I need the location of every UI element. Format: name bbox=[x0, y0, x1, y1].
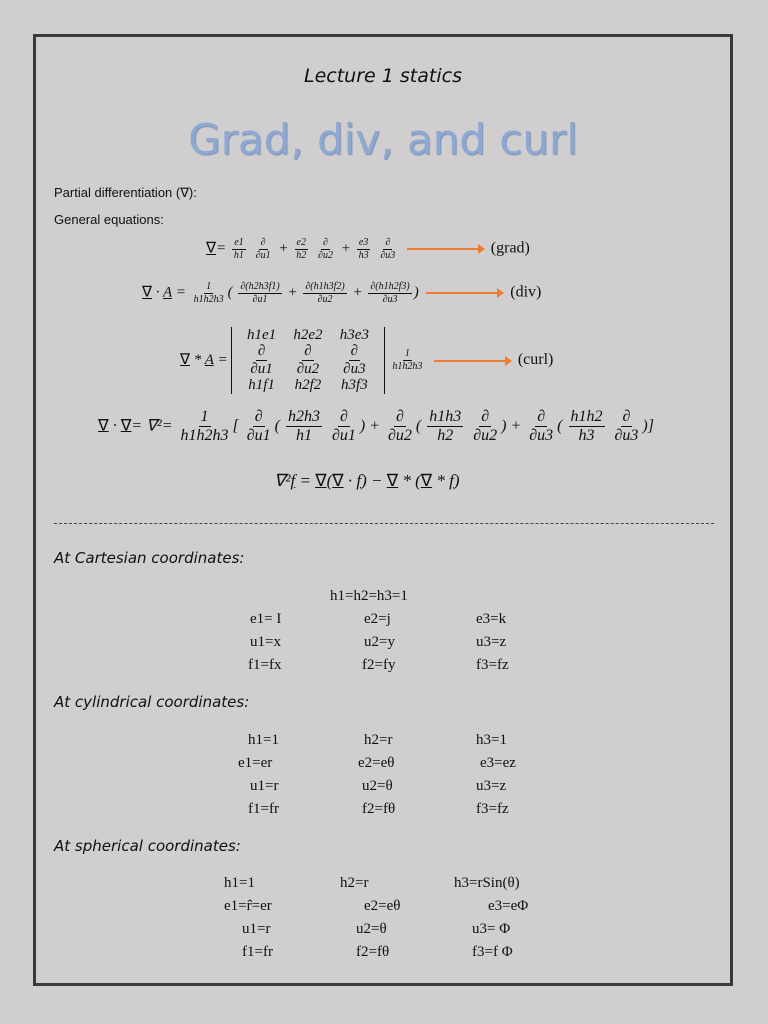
div-equation: ∇ · A = $\frac{1}{h1h2h3}$ ( $\frac{\partial(h2h3f1)}{\partial u1}$ + $\frac{\partial(h1h3f2)}{\partial u2}$ + $\frac{\partial(h1h2f3)}{\partial u3}$ ) (div) bbox=[142, 281, 542, 305]
cartesian-cell: u1=x bbox=[250, 634, 281, 650]
arrow-icon bbox=[434, 360, 510, 362]
document-page bbox=[33, 34, 733, 986]
cylindrical-cell: u1=r bbox=[250, 778, 279, 794]
partial-differentiation-text: Partial differentiation (∇): bbox=[54, 185, 197, 200]
cylindrical-cell: u3=z bbox=[476, 778, 507, 794]
spherical-cell: h2=r bbox=[340, 875, 369, 891]
cartesian-cell: e1= I bbox=[250, 611, 282, 627]
spherical-cell: e3=eΦ bbox=[488, 898, 529, 914]
lecture-heading: Lecture 1 statics bbox=[304, 65, 462, 87]
cartesian-h: h1=h2=h3=1 bbox=[330, 588, 408, 604]
grad-label: (grad) bbox=[490, 239, 530, 257]
spherical-cell: u3= Φ bbox=[472, 921, 511, 937]
spherical-heading: At spherical coordinates: bbox=[54, 837, 241, 855]
cylindrical-cell: h3=1 bbox=[476, 732, 507, 748]
laplacian-equation: ∇ · ∇= ∇²= $\frac{1}{h1h2h3}$ [ $\frac{\partial}{\partial u1}$ ( $\frac{h2h3}{h1}$ $\frac{\partial}{\partial u1}$ ) + $\frac{\partial}{\partial u2}$ ( $\frac{h1h3}{h2}$ $\frac{\partial}{\partial u2}$ ) + $\frac{\partial}{\partial u3}$ ( $\frac{h1h2}{h3}$ $\frac{\partial}{\partial u3}$ )] bbox=[98, 408, 654, 444]
general-equations-text: General equations: bbox=[54, 212, 164, 227]
cylindrical-cell: f3=fz bbox=[476, 801, 509, 817]
cartesian-cell: u3=z bbox=[476, 634, 507, 650]
spherical-cell: u1=r bbox=[242, 921, 271, 937]
arrow-icon bbox=[426, 292, 502, 294]
cylindrical-cell: f2=fθ bbox=[362, 801, 396, 817]
cartesian-cell: e2=j bbox=[364, 611, 391, 627]
spherical-cell: f1=fr bbox=[242, 944, 273, 960]
cylindrical-cell: e1=er bbox=[238, 755, 273, 771]
cartesian-heading: At Cartesian coordinates: bbox=[54, 549, 245, 567]
cylindrical-cell: e2=eθ bbox=[358, 755, 395, 771]
grad-equation: ∇= $\frac{e1}{h1}$ $\frac{\partial}{\partial u1}$ + $\frac{e2}{h2}$ $\frac{\partial}{\partial u2}$ + $\frac{e3}{h3}$ $\frac{\partial}{\partial u3}$ (grad) bbox=[206, 237, 530, 261]
spherical-cell: f2=fθ bbox=[356, 944, 390, 960]
curl-label: (curl) bbox=[517, 351, 554, 369]
cylindrical-cell: h1=1 bbox=[248, 732, 279, 748]
cartesian-cell: u2=y bbox=[364, 634, 395, 650]
page-title: Grad, div, and curl bbox=[188, 115, 578, 164]
cylindrical-cell: h2=r bbox=[364, 732, 393, 748]
spherical-cell: f3=f Φ bbox=[472, 944, 513, 960]
arrow-icon bbox=[407, 248, 483, 250]
cartesian-cell: f3=fz bbox=[476, 657, 509, 673]
cartesian-cell: f2=fy bbox=[362, 657, 396, 673]
cylindrical-cell: u2=θ bbox=[362, 778, 393, 794]
curl-equation: ∇ * A = h1e1 h2e2 h3e3 $\frac{\partial}{\partial u1}$ $\frac{\partial}{\partial u2}$ $\frac{\partial}{\partial u3}$ h1f1 h2f2 h3f3 $\frac{1}{h1h2h3}$ (curl) bbox=[180, 327, 554, 394]
cartesian-cell: f1=fx bbox=[248, 657, 282, 673]
div-label: (div) bbox=[510, 283, 542, 301]
cylindrical-cell: f1=fr bbox=[248, 801, 279, 817]
divider bbox=[54, 523, 714, 524]
spherical-cell: e1=r̂=er bbox=[224, 898, 272, 914]
spherical-cell: e2=eθ bbox=[364, 898, 401, 914]
cylindrical-heading: At cylindrical coordinates: bbox=[54, 693, 250, 711]
spherical-cell: h3=rSin(θ) bbox=[454, 875, 520, 891]
spherical-cell: u2=θ bbox=[356, 921, 387, 937]
cylindrical-cell: e3=ez bbox=[480, 755, 516, 771]
cartesian-cell: e3=k bbox=[476, 611, 507, 627]
vector-laplacian-equation: ∇²f = ∇(∇ · f) − ∇ * (∇ * f) bbox=[274, 471, 460, 490]
spherical-cell: h1=1 bbox=[224, 875, 255, 891]
